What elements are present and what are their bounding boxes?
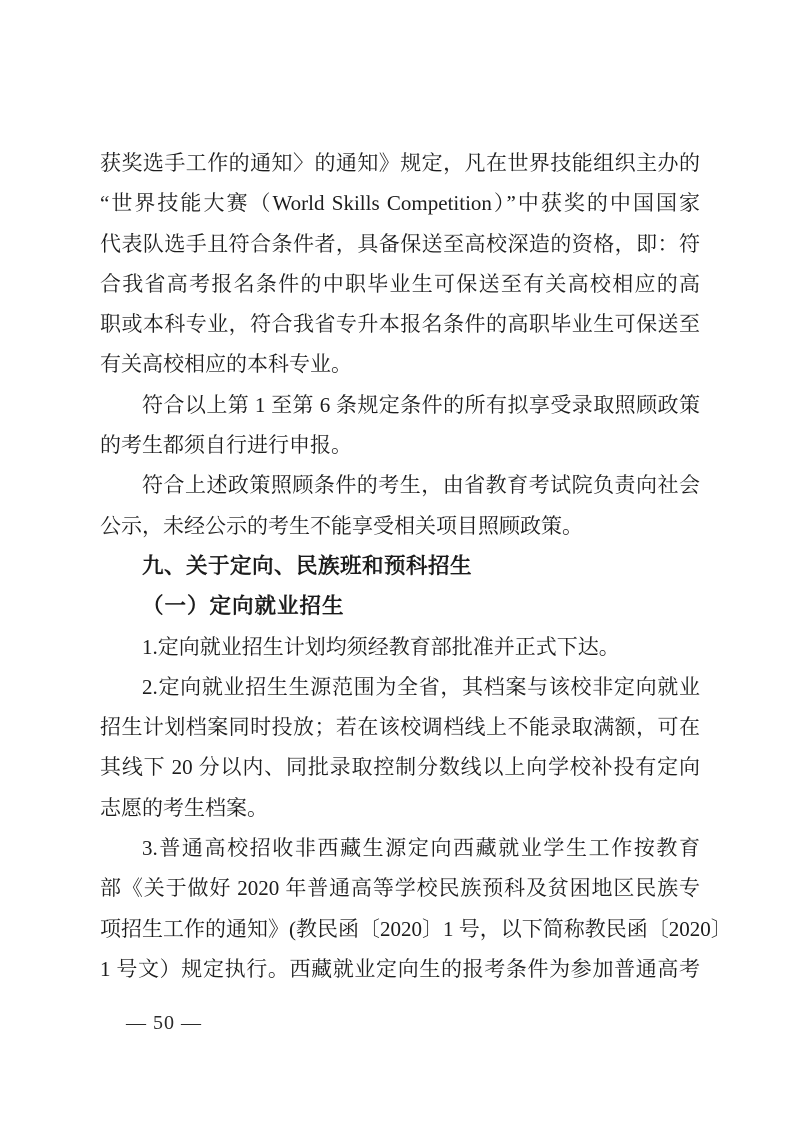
- text-line: 公示，未经公示的考生不能享受相关项目照顾政策。: [100, 513, 583, 538]
- paragraph-continuation: [100, 143, 700, 385]
- section-heading-nine: [100, 546, 700, 586]
- text-line: 合我省高考报名条件的中职毕业生可保送至有关高校相应的高: [100, 271, 700, 296]
- paragraph-item-3: [100, 828, 732, 989]
- paragraph-self-declaration: [100, 385, 700, 466]
- text-line: 有关高校相应的本科专业。: [100, 352, 352, 377]
- text-line: “世界技能大赛（World Skills Competition）”中获奖的中国国家: [100, 191, 700, 216]
- text-line: 获奖选手工作的通知〉的通知》规定，凡在世界技能组织主办的: [100, 151, 700, 175]
- text-line: 职或本科专业，符合我省专升本报名条件的高职毕业生可保送至: [100, 312, 700, 337]
- text-line: 招生计划档案同时投放；若在该校调档线上不能录取满额，可在: [100, 715, 700, 740]
- text-line: 符合上述政策照顾条件的考生，由省教育考试院负责向社会: [142, 473, 700, 498]
- text-line: 的考生都须自行进行申报。: [100, 433, 352, 458]
- text-line: 志愿的考生档案。: [100, 795, 268, 820]
- text-line: 九、关于定向、民族班和预科招生: [142, 553, 473, 578]
- text-line: 代表队选手且符合条件者，具备保送至高校深造的资格，即：符: [100, 231, 700, 256]
- text-line: （一）定向就业招生: [142, 594, 345, 619]
- text-line: 1 号文）规定执行。西藏就业定向生的报考条件为参加普通高考: [100, 956, 700, 981]
- text-line: 符合以上第 1 至第 6 条规定条件的所有拟享受录取照顾政策: [142, 392, 700, 417]
- paragraph-public-notice: [100, 465, 700, 546]
- text-line: 1.定向就业招生计划均须经教育部批准并正式下达。: [142, 634, 620, 659]
- text-line: 部《关于做好 2020 年普通高等学校民族预科及贫困地区民族专: [100, 876, 700, 901]
- paragraph-item-2: [100, 667, 700, 828]
- text-line: 3.普通高校招收非西藏生源定向西藏就业学生工作按教育: [142, 836, 700, 861]
- document-body: [100, 143, 732, 989]
- text-line: 项招生工作的通知》(教民函〔2020〕1 号，以下简称教民函〔2020〕: [100, 916, 732, 941]
- text-line: 其线下 20 分以内、同批录取控制分数线以上向学校补投有定向: [100, 755, 700, 780]
- subsection-heading-one: [100, 586, 700, 626]
- page-number: — 50 —: [126, 1012, 202, 1034]
- paragraph-item-1: [100, 627, 700, 667]
- text-line: 2.定向就业招生生源范围为全省，其档案与该校非定向就业: [142, 674, 700, 699]
